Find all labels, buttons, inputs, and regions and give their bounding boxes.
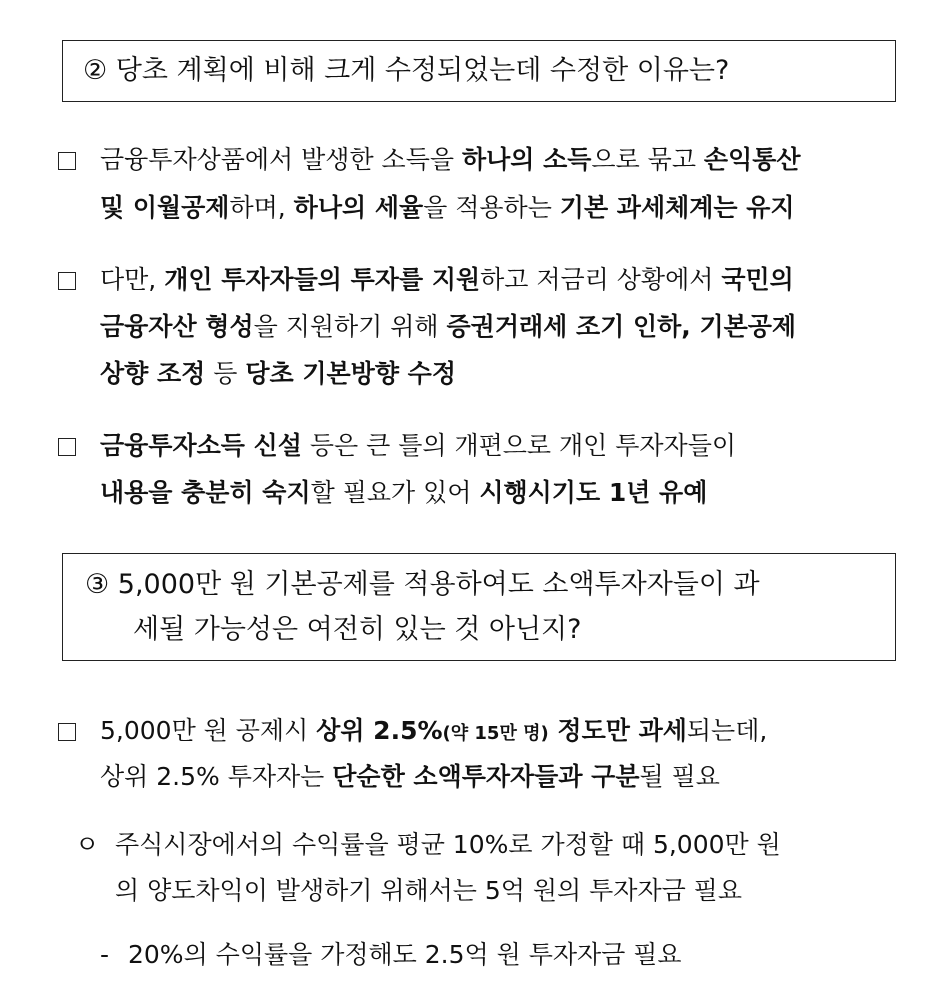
bold-text-segment: 증권거래세 조기 인하, 기본공제 — [446, 312, 797, 341]
checkbox-bullet — [58, 423, 76, 473]
text-segment: 하고 저금리 상황에서 — [480, 265, 722, 294]
section3-title-line1: ③ 5,000만 원 기본공제를 적용하여도 소액투자자들이 과 — [85, 569, 760, 600]
text-segment: 될 필요 — [639, 762, 720, 791]
bold-text-segment: 및 이월공제 — [100, 193, 230, 222]
text-segment: 다만, — [100, 265, 165, 294]
paragraph-line — [100, 135, 801, 185]
bold-text-segment: 단순한 소액투자자들과 구분 — [332, 762, 640, 791]
paragraph-line — [100, 183, 795, 233]
dash-marker: - — [100, 940, 110, 969]
bold-text-segment: 기본 과세체계는 유지 — [559, 193, 795, 222]
checkbox-bullet — [58, 257, 76, 307]
paragraph-line — [100, 255, 794, 305]
bold-text-segment: 하나의 소득 — [461, 145, 592, 174]
checkbox-bullet — [58, 708, 76, 758]
bold-text-segment: 하나의 세율 — [293, 193, 424, 222]
paragraph-line — [100, 752, 720, 802]
section2-title: ② 당초 계획에 비해 크게 수정되었는데 수정한 이유는? — [83, 55, 730, 86]
paragraph-line — [100, 302, 796, 352]
text-segment: 상위 2.5% 투자자는 — [100, 762, 333, 791]
bold-text-segment: 정도만 과세 — [548, 716, 687, 745]
bold-text-segment: 상향 조정 — [100, 359, 206, 388]
text-segment: 5,000만 원 공제시 — [100, 716, 317, 745]
bold-text-segment: 손익통산 — [703, 145, 801, 174]
sub-item-line2: 의 양도차익이 발생하기 위해서는 5억 원의 투자자금 필요 — [115, 876, 742, 905]
bold-text-segment: 당초 기본방향 수정 — [245, 359, 456, 388]
sub-bullet-marker: ㅇ — [75, 830, 100, 859]
text-segment: 으로 묶고 — [591, 145, 704, 174]
dash-item-text: 20%의 수익률을 가정해도 2.5억 원 투자자금 필요 — [128, 940, 682, 969]
section3-title-box — [62, 553, 896, 661]
bold-text-segment: 상위 2.5% — [316, 716, 443, 745]
text-segment: 금융투자상품에서 발생한 소득을 — [100, 145, 462, 174]
bold-text-segment: 국민의 — [721, 265, 794, 294]
bold-text-segment: 금융투자소득 신설 — [100, 431, 302, 460]
text-segment: 하며, — [229, 193, 294, 222]
bold-text-segment: 금융자산 형성 — [100, 312, 254, 341]
text-segment: 등 — [205, 359, 246, 388]
bold-text-segment: 시행시기도 1년 유예 — [479, 478, 708, 507]
section3-title-line2: 세될 가능성은 여전히 있는 것 아닌지? — [133, 614, 582, 645]
section2-title-box — [62, 40, 896, 102]
text-segment: 을 지원하기 위해 — [253, 312, 447, 341]
text-segment: 등은 큰 틀의 개편으로 개인 투자자들이 — [301, 431, 736, 460]
bold-text-segment: 개인 투자자들의 투자를 지원 — [164, 265, 481, 294]
sub-item-line1: 주식시장에서의 수익률을 평균 10%로 가정할 때 5,000만 원 — [115, 830, 781, 859]
text-segment: 을 적용하는 — [423, 193, 560, 222]
checkbox-bullet — [58, 137, 76, 187]
bold-text-segment: 내용을 충분히 숙지 — [100, 478, 311, 507]
text-segment: 할 필요가 있어 — [310, 478, 480, 507]
paragraph-line — [100, 421, 736, 471]
paragraph-line — [100, 349, 456, 399]
text-segment: 되는데, — [686, 716, 768, 745]
bold-text-segment: (약 15만 명) — [442, 723, 549, 744]
paragraph-line — [100, 468, 707, 518]
